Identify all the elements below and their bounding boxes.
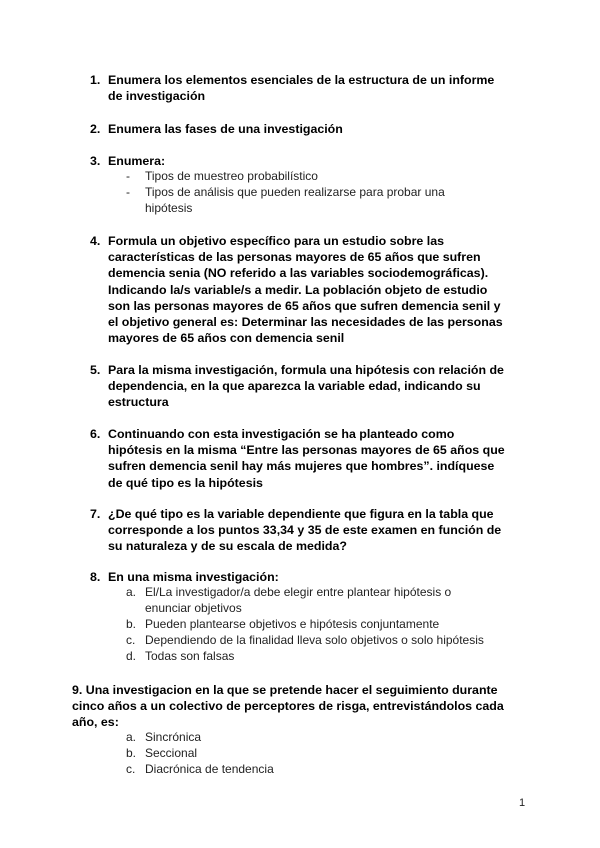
list-item (126, 184, 466, 216)
list-item-text: Tipos de muestreo probabilístico (145, 169, 318, 183)
question-text: Formula un objetivo específico para un estudio sobre las características de las personas mayores de 65 años que sufren demencia senia (NO referido a las variables sociodemográficas). Indicando la/s variable/s a medir. La población objeto de estudio son las personas mayores de 65 años que sufren demencia senil y el objetivo general es: Determinar las necesidades de las personas mayores de 65 años con demencia senil (108, 234, 503, 346)
page-number: 1 (519, 797, 526, 809)
option-text: Todas son falsas (145, 649, 235, 663)
option-marker: a. (126, 585, 137, 599)
answer-option-b (126, 616, 496, 632)
option-text: El/La investigador/a debe elegir entre plantear hipótesis o enunciar objetivos (145, 585, 452, 616)
option-text: Diacrónica de tendencia (145, 762, 274, 776)
question-number: 1. (90, 73, 101, 87)
question-text: Continuando con esta investigación se ha planteado como hipótesis en la misma “Entre las personas mayores de 65 años que sufren demencia senil hay más mujeres que hombres”. indíquese de qué tipo es la hipótesis (108, 427, 505, 490)
option-marker: d. (126, 649, 137, 663)
question-8 (90, 569, 510, 585)
answer-option-b (126, 745, 426, 761)
question-number: 7. (90, 507, 101, 521)
option-text: Sincrónica (145, 730, 202, 744)
question-1 (90, 72, 510, 104)
answer-option-d (126, 648, 496, 664)
answer-option-c (126, 632, 516, 648)
question-text: Enumera los elementos esenciales de la estructura de un informe de investigación (108, 73, 495, 104)
option-marker: a. (126, 730, 137, 744)
question-3 (90, 153, 510, 169)
option-marker: b. (126, 746, 137, 760)
question-text: Enumera las fases de una investigación (108, 122, 343, 136)
question-number: 6. (90, 427, 101, 441)
question-text: Para la misma investigación, formula una hipótesis con relación de dependencia, en la que aparezca la variable edad, indicando su estructura (108, 363, 504, 410)
list-item-text: Tipos de análisis que pueden realizarse para probar una hipótesis (145, 185, 445, 216)
question-9 (72, 682, 512, 731)
list-item (126, 168, 466, 184)
question-6 (90, 426, 510, 491)
answer-option-a (126, 584, 496, 616)
question-text: En una misma investigación: (108, 570, 279, 584)
list-marker: - (126, 185, 130, 199)
option-marker: b. (126, 617, 137, 631)
question-5 (90, 362, 510, 411)
answer-option-a (126, 729, 426, 745)
list-marker: - (126, 169, 130, 183)
question-number: 2. (90, 122, 101, 136)
question-number: 3. (90, 154, 101, 168)
option-marker: c. (126, 633, 136, 647)
question-text: 9. Una investigacion en la que se pretende hacer el seguimiento durante cinco años a un colectivo de perceptores de risga, entrevistándolos cada año, es: (72, 683, 504, 730)
question-text: Enumera: (108, 154, 166, 168)
question-number: 4. (90, 234, 101, 248)
question-7 (90, 506, 510, 555)
option-text: Pueden plantearse objetivos e hipótesis conjuntamente (145, 617, 440, 631)
option-text: Seccional (145, 746, 198, 760)
question-4 (90, 233, 510, 346)
option-text: Dependiendo de la finalidad lleva solo objetivos o solo hipótesis (145, 633, 484, 647)
question-number: 8. (90, 570, 101, 584)
option-marker: c. (126, 762, 136, 776)
question-text: ¿De qué tipo es la variable dependiente que figura en la tabla que corresponde a los puntos 33,34 y 35 de este examen en función de su naturaleza y de su escala de medida? (108, 507, 502, 554)
question-2 (90, 121, 510, 137)
question-number: 5. (90, 363, 101, 377)
answer-option-c (126, 761, 426, 777)
